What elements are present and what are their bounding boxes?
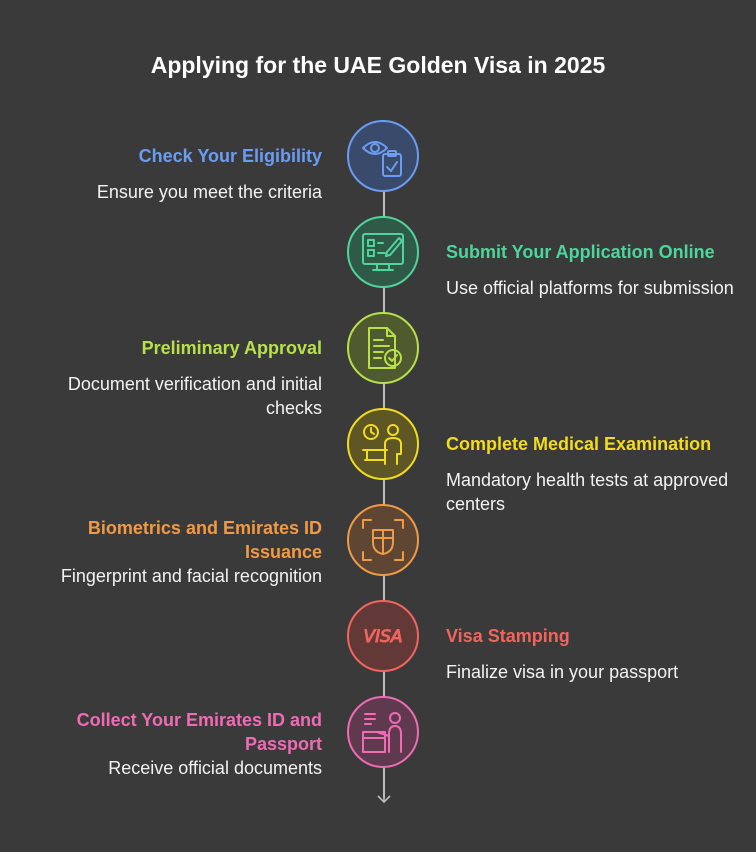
- arrow-down-icon: [376, 788, 392, 804]
- eye-clipboard-icon: [359, 132, 407, 180]
- person-at-desk-icon: [359, 708, 407, 756]
- step-6-description: Finalize visa in your passport: [446, 662, 679, 682]
- step-7-description: Receive official documents: [108, 758, 322, 778]
- step-2-title: Submit Your Application Online: [446, 242, 715, 262]
- step-5-node: [347, 504, 419, 576]
- step-7-node: [347, 696, 419, 768]
- step-3-title: Preliminary Approval: [141, 338, 322, 358]
- face-scan-icon: [359, 516, 407, 564]
- step-3-node: [347, 312, 419, 384]
- doctor-appointment-icon: [359, 420, 407, 468]
- step-2-node: [347, 216, 419, 288]
- step-6-node: [347, 600, 419, 672]
- step-1-node: [347, 120, 419, 192]
- step-5-description: Fingerprint and facial recognition: [60, 566, 322, 586]
- visa-stamp-text: VISA: [363, 627, 403, 647]
- step-3-description: Document verification and initial checks: [67, 374, 322, 418]
- step-4-node: [347, 408, 419, 480]
- step-1-title: Check Your Eligibility: [138, 146, 322, 166]
- step-4-title: Complete Medical Examination: [446, 434, 712, 454]
- step-4-description: Mandatory health tests at approved centers: [446, 470, 729, 514]
- diagram-title: Applying for the UAE Golden Visa in 2025: [150, 52, 606, 78]
- step-7-title: Collect Your Emirates ID and Passport: [76, 710, 322, 754]
- online-form-computer-icon: [359, 228, 407, 276]
- visa-stamp-icon: [359, 612, 407, 660]
- step-1-description: Ensure you meet the criteria: [96, 182, 322, 202]
- document-approved-icon: [359, 324, 407, 372]
- step-2-description: Use official platforms for submission: [446, 278, 734, 298]
- step-5-title: Biometrics and Emirates ID Issuance: [87, 518, 322, 562]
- step-6-title: Visa Stamping: [446, 626, 570, 646]
